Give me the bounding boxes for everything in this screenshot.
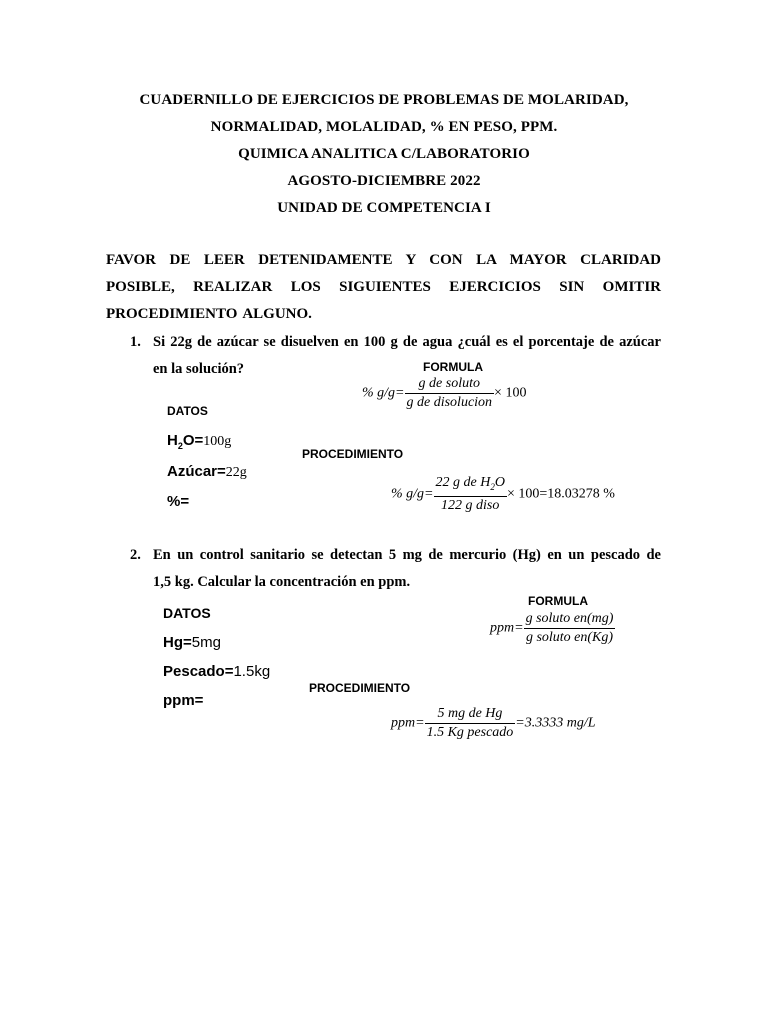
formula-denominator: g soluto en(Kg) — [525, 630, 614, 645]
datum-ppm — [163, 692, 203, 709]
procedure-denominator: 1.5 Kg pescado — [426, 725, 514, 740]
procedure-numerator: 5 mg de Hg — [425, 705, 516, 724]
datum-percent — [167, 493, 189, 510]
procedure-result: × 100=18.03278 % — [506, 486, 615, 502]
formula-fraction — [405, 375, 495, 412]
procedure-fraction — [434, 474, 507, 515]
datum-sugar — [167, 463, 247, 481]
question-number: 1. — [130, 334, 141, 350]
question-number: 2. — [130, 547, 141, 563]
datum-label: Hg= — [163, 634, 192, 651]
datos-label: DATOS — [167, 404, 208, 418]
formula-fraction — [524, 610, 616, 647]
formula-lhs: ppm= — [490, 620, 524, 636]
formula-tail: × 100 — [494, 385, 527, 401]
procedure-lhs: % g/g= — [391, 486, 434, 502]
question-text-line-1: Si 22g de azúcar se disuelven en 100 g de agua ¿cuál es el porcentaje de azúcar — [153, 334, 661, 350]
formula-label: FORMULA — [528, 594, 588, 608]
header-line-3: QUIMICA ANALITICA C/LABORATORIO — [238, 146, 530, 162]
formula-lhs: % g/g= — [362, 385, 405, 401]
datum-fish — [163, 663, 270, 680]
procedure-expression — [391, 474, 615, 515]
instructions-line-3: PROCEDIMIENTO ALGUNO. — [106, 306, 312, 322]
header-line-1: CUADERNILLO DE EJERCICIOS DE PROBLEMAS DE MOLARIDAD, — [139, 92, 629, 108]
datum-value: 1.5kg — [233, 663, 271, 680]
header-line-5: UNIDAD DE COMPETENCIA I — [277, 200, 491, 216]
formula-numerator: g soluto en(mg) — [524, 610, 616, 629]
formula-expression — [490, 610, 615, 647]
procedure-fraction — [425, 705, 516, 742]
datos-label: DATOS — [163, 605, 211, 621]
instructions-line-2: POSIBLE, REALIZAR LOS SIGUIENTES EJERCICIOS SIN OMITIR — [106, 279, 661, 295]
formula-expression — [362, 375, 526, 412]
datum-value: 22g — [225, 465, 247, 480]
datum-mercury — [163, 634, 221, 651]
datum-label: Pescado= — [163, 663, 234, 680]
datum-water — [167, 432, 231, 451]
datum-value: 5mg — [191, 634, 221, 651]
datum-value: 100g — [203, 434, 232, 449]
question-text-line-2: en la solución? — [153, 361, 245, 377]
datum-label: $H_2O=$ — [167, 432, 204, 451]
procedure-denominator: 122 g diso — [441, 497, 500, 513]
procedure-result: =3.3333 mg/L — [515, 715, 596, 731]
question-text-line-2: 1,5 kg. Calcular la concentración en ppm. — [153, 574, 411, 590]
header-line-4: AGOSTO-DICIEMBRE 2022 — [287, 173, 481, 189]
procedure-lhs: ppm= — [391, 715, 425, 731]
procedimiento-label: PROCEDIMIENTO — [302, 447, 404, 461]
datum-label: ppm= — [163, 692, 204, 709]
formula-denominator: g de disolucion — [406, 395, 493, 410]
header-line-2: NORMALIDAD, MOLALIDAD, % EN PESO, PPM. — [210, 119, 558, 135]
instructions-line-1: FAVOR DE LEER DETENIDAMENTE Y CON LA MAYOR CLARIDAD — [106, 252, 661, 268]
procedure-expression — [391, 705, 596, 742]
datum-label: %= — [167, 493, 190, 510]
formula-numerator: g de soluto — [405, 375, 495, 394]
formula-label: FORMULA — [423, 360, 483, 374]
question-text-line-1: En un control sanitario se detectan 5 mg de mercurio (Hg) en un pescado de — [153, 547, 661, 563]
procedimiento-label: PROCEDIMIENTO — [309, 681, 411, 695]
datum-label: Azúcar= — [167, 463, 226, 480]
procedure-numerator: 22 g de $H_2O$ — [434, 474, 507, 497]
